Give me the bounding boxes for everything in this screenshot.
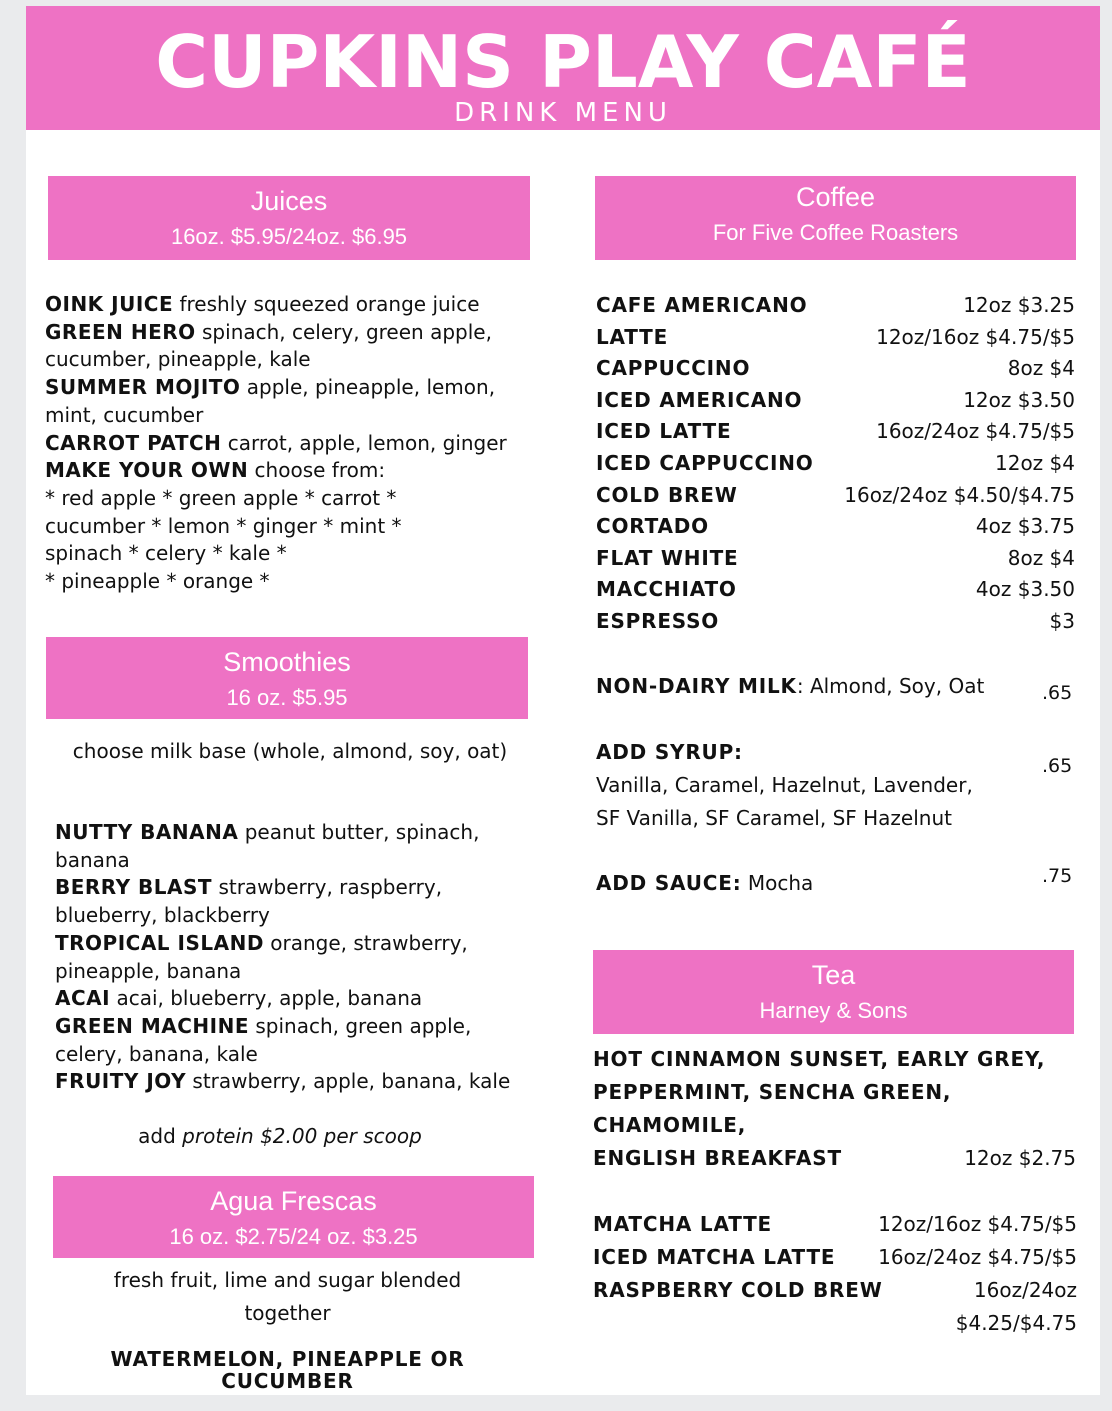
- agua-frescas-desc: fresh fruit, lime and sugar blended together: [113, 1268, 462, 1325]
- table-row: ESPRESSO $3: [596, 609, 1075, 633]
- list-item: MAKE YOUR OWN choose from:: [45, 458, 386, 483]
- table-row: ICED LATTE 16oz/24oz $4.75/$5: [596, 419, 1075, 444]
- list-item: GREEN MACHINE spinach, green apple, celery, banana, kale: [55, 1013, 472, 1066]
- smoothies-base-note: choose milk base (whole, almond, soy, oat): [72, 739, 508, 763]
- tea-varieties: HOT CINNAMON SUNSET, EARLY GREY, PEPPERMINT, SENCHA GREEN, CHAMOMILE, ENGLISH BREAKFAST: [593, 1047, 1046, 1170]
- list-item: OINK JUICE freshly squeezed orange juice: [45, 292, 480, 316]
- raspberry-cold-brew-price: $4.25/$4.75: [955, 1311, 1077, 1335]
- juices-list: [45, 291, 535, 596]
- table-row: CAPPUCCINO 8oz $4: [596, 356, 1075, 381]
- list-item: ACAI acai, blueberry, apple, banana: [55, 986, 423, 1011]
- tea-brand: Harney & Sons: [759, 998, 908, 1023]
- smoothies-price: 16 oz. $5.95: [226, 685, 348, 710]
- cafe-title: CUPKINS PLAY CAFÉ: [155, 20, 971, 104]
- juices-header: [48, 176, 530, 260]
- juices-title: Juices: [250, 186, 328, 216]
- table-row: [593, 1307, 1077, 1339]
- table-row: MATCHA LATTE 12oz/16oz $4.75/$5: [593, 1212, 1077, 1236]
- nondairy-milk: NON-DAIRY MILK: Almond, Soy, Oat: [596, 674, 985, 698]
- table-row: CAFE AMERICANO 12oz $3.25: [596, 293, 1075, 317]
- nondairy-milk-price: .65: [1042, 682, 1073, 704]
- juice-option-line: * red apple * green apple * carrot *: [45, 485, 397, 510]
- juice-option-line: spinach * celery * kale *: [45, 541, 287, 566]
- tea-price: 12oz $2.75: [964, 1146, 1076, 1170]
- table-row: CORTADO 4oz $3.75: [596, 514, 1075, 539]
- coffee-header: [595, 176, 1076, 260]
- table-row: ICED CAPPUCCINO 12oz $4: [596, 451, 1075, 475]
- list-item: BERRY BLAST strawberry, raspberry, blueberry, blackberry: [55, 875, 443, 928]
- table-row: ICED MATCHA LATTE 16oz/24oz $4.75/$5: [593, 1245, 1077, 1269]
- table-row: COLD BREW 16oz/24oz $4.50/$4.75: [596, 482, 1075, 507]
- add-syrup: ADD SYRUP: Vanilla, Caramel, Hazelnut, Lavender, SF Vanilla, SF Caramel, SF Hazelnut: [596, 740, 973, 830]
- coffee-roaster: For Five Coffee Roasters: [712, 220, 959, 245]
- tea-title: Tea: [811, 960, 856, 990]
- coffee-list: [596, 289, 1075, 649]
- table-row: LATTE 12oz/16oz $4.75/$5: [596, 324, 1075, 349]
- agua-frescas-prices: 16 oz. $2.75/24 oz. $3.25: [169, 1224, 418, 1249]
- smoothies-title: Smoothies: [223, 647, 351, 677]
- juices-prices: 16oz. $5.95/24oz. $6.95: [170, 224, 408, 249]
- table-row: RASPBERRY COLD BREW 16oz/24oz: [593, 1278, 1077, 1302]
- tea-drinks-list: [593, 1208, 1077, 1348]
- juice-option-line: cucumber * lemon * ginger * mint *: [45, 513, 402, 538]
- juice-option-line: * pineapple * orange *: [45, 569, 270, 594]
- add-sauce-price: .75: [1042, 865, 1073, 887]
- list-item: GREEN HERO spinach, celery, green apple, cucumber, pineapple, kale: [45, 319, 492, 372]
- add-syrup-price: .65: [1042, 755, 1073, 777]
- list-item: SUMMER MOJITO apple, pineapple, lemon, mint, cucumber: [45, 375, 496, 427]
- table-row: FLAT WHITE 8oz $4: [596, 545, 1075, 570]
- list-item: TROPICAL ISLAND orange, strawberry, pineapple, banana: [55, 930, 468, 983]
- menu-page: [26, 6, 1100, 1395]
- table-row: ICED AMERICANO 12oz $3.50: [596, 387, 1075, 412]
- title-banner: [26, 6, 1100, 130]
- protein-note: add protein $2.00 per scoop: [138, 1124, 422, 1148]
- list-item: FRUITY JOY strawberry, apple, banana, kale: [55, 1069, 511, 1094]
- coffee-title: Coffee: [795, 182, 876, 212]
- table-row: MACCHIATO 4oz $3.50: [596, 577, 1075, 602]
- smoothies-header: [46, 637, 528, 719]
- agua-frescas-header: [53, 1176, 534, 1258]
- tea-header: [593, 950, 1074, 1034]
- list-item: CARROT PATCH carrot, apple, lemon, ginger: [45, 430, 507, 455]
- agua-frescas-flavors: WATERMELON, PINEAPPLE OR CUCUMBER: [110, 1347, 465, 1393]
- smoothies-list: [55, 819, 525, 1096]
- add-sauce: ADD SAUCE: Mocha: [596, 871, 814, 895]
- agua-frescas-title: Agua Frescas: [210, 1186, 377, 1216]
- list-item: NUTTY BANANA peanut butter, spinach, banana: [55, 820, 480, 872]
- menu-subtitle: DRINK MENU: [454, 98, 672, 128]
